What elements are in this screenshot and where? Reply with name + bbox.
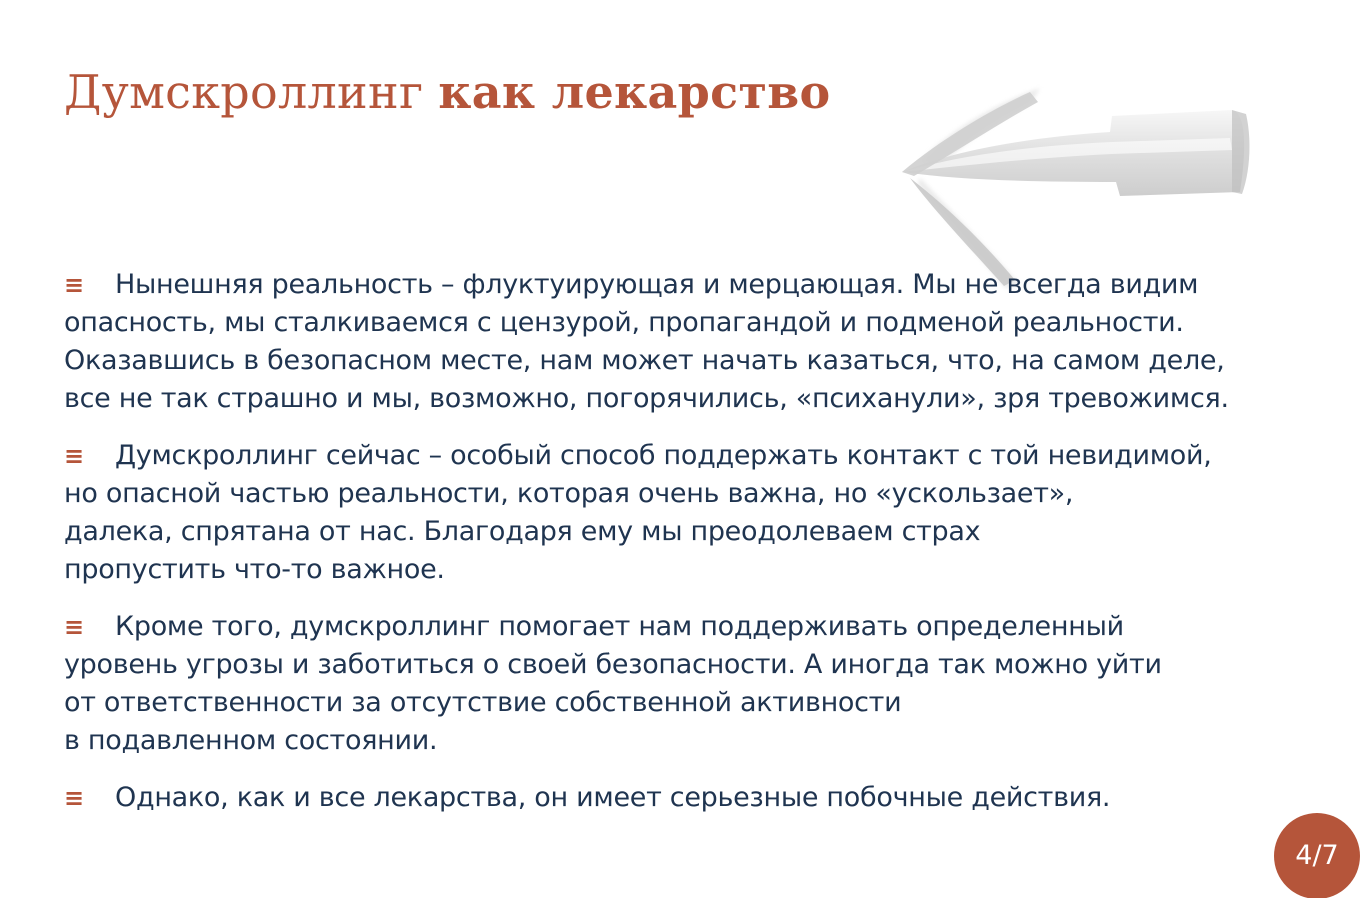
bullet-line-text: Нынешняя реальность – флуктуирующая и мерцающая. Мы не всегда видим <box>115 269 1199 300</box>
bullet-item-4 <box>64 779 1304 817</box>
bullet-line-text: Кроме того, думскроллинг помогает нам поддерживать определенный <box>115 611 1124 642</box>
bullet-item-2 <box>64 437 1304 589</box>
page-number-badge: 4/7 <box>1274 813 1360 898</box>
bullet-line <box>64 608 1304 646</box>
bullet-line: в подавленном состоянии. <box>64 725 438 756</box>
bullet-line: пропустить что-то важное. <box>64 554 445 585</box>
slide-title-bold: как лекарство <box>438 65 831 119</box>
bullet-line <box>64 266 1304 304</box>
bullet-line-text: Думскроллинг сейчас – особый способ поддержать контакт с той невидимой, <box>115 440 1212 471</box>
bullet-line: от ответственности за отсутствие собственной активности <box>64 687 902 718</box>
bullet-line: уровень угрозы и заботиться о своей безопасности. А иногда так можно уйти <box>64 649 1162 680</box>
bullet-line: опасность, мы сталкиваемся с цензурой, пропагандой и подменой реальности. <box>64 307 1184 338</box>
bullet-marker-icon: ≡ <box>64 271 84 299</box>
bullet-item-3 <box>64 608 1304 760</box>
slide-title <box>64 62 831 122</box>
bullet-line-text: Однако, как и все лекарства, он имеет серьезные побочные действия. <box>115 782 1111 813</box>
bullet-line: далека, спрятана от нас. Благодаря ему мы преодолеваем страх <box>64 516 981 547</box>
bullet-line: Оказавшись в безопасном месте, нам может начать казаться, что, на самом деле, <box>64 345 1225 376</box>
bullet-marker-icon: ≡ <box>64 442 84 470</box>
bullet-line <box>64 437 1304 475</box>
slide-title-regular: Думскроллинг <box>64 65 439 119</box>
bullet-marker-icon: ≡ <box>64 784 84 812</box>
bullet-marker-icon: ≡ <box>64 613 84 641</box>
bullet-item-1 <box>64 266 1304 418</box>
bullet-line: все не так страшно и мы, возможно, погорячились, «психанули», зря тревожимся. <box>64 383 1229 414</box>
bullet-line <box>64 779 1304 817</box>
bullet-list <box>64 266 1304 836</box>
bullet-line: но опасной частью реальности, которая очень важна, но «ускользает», <box>64 478 1074 509</box>
